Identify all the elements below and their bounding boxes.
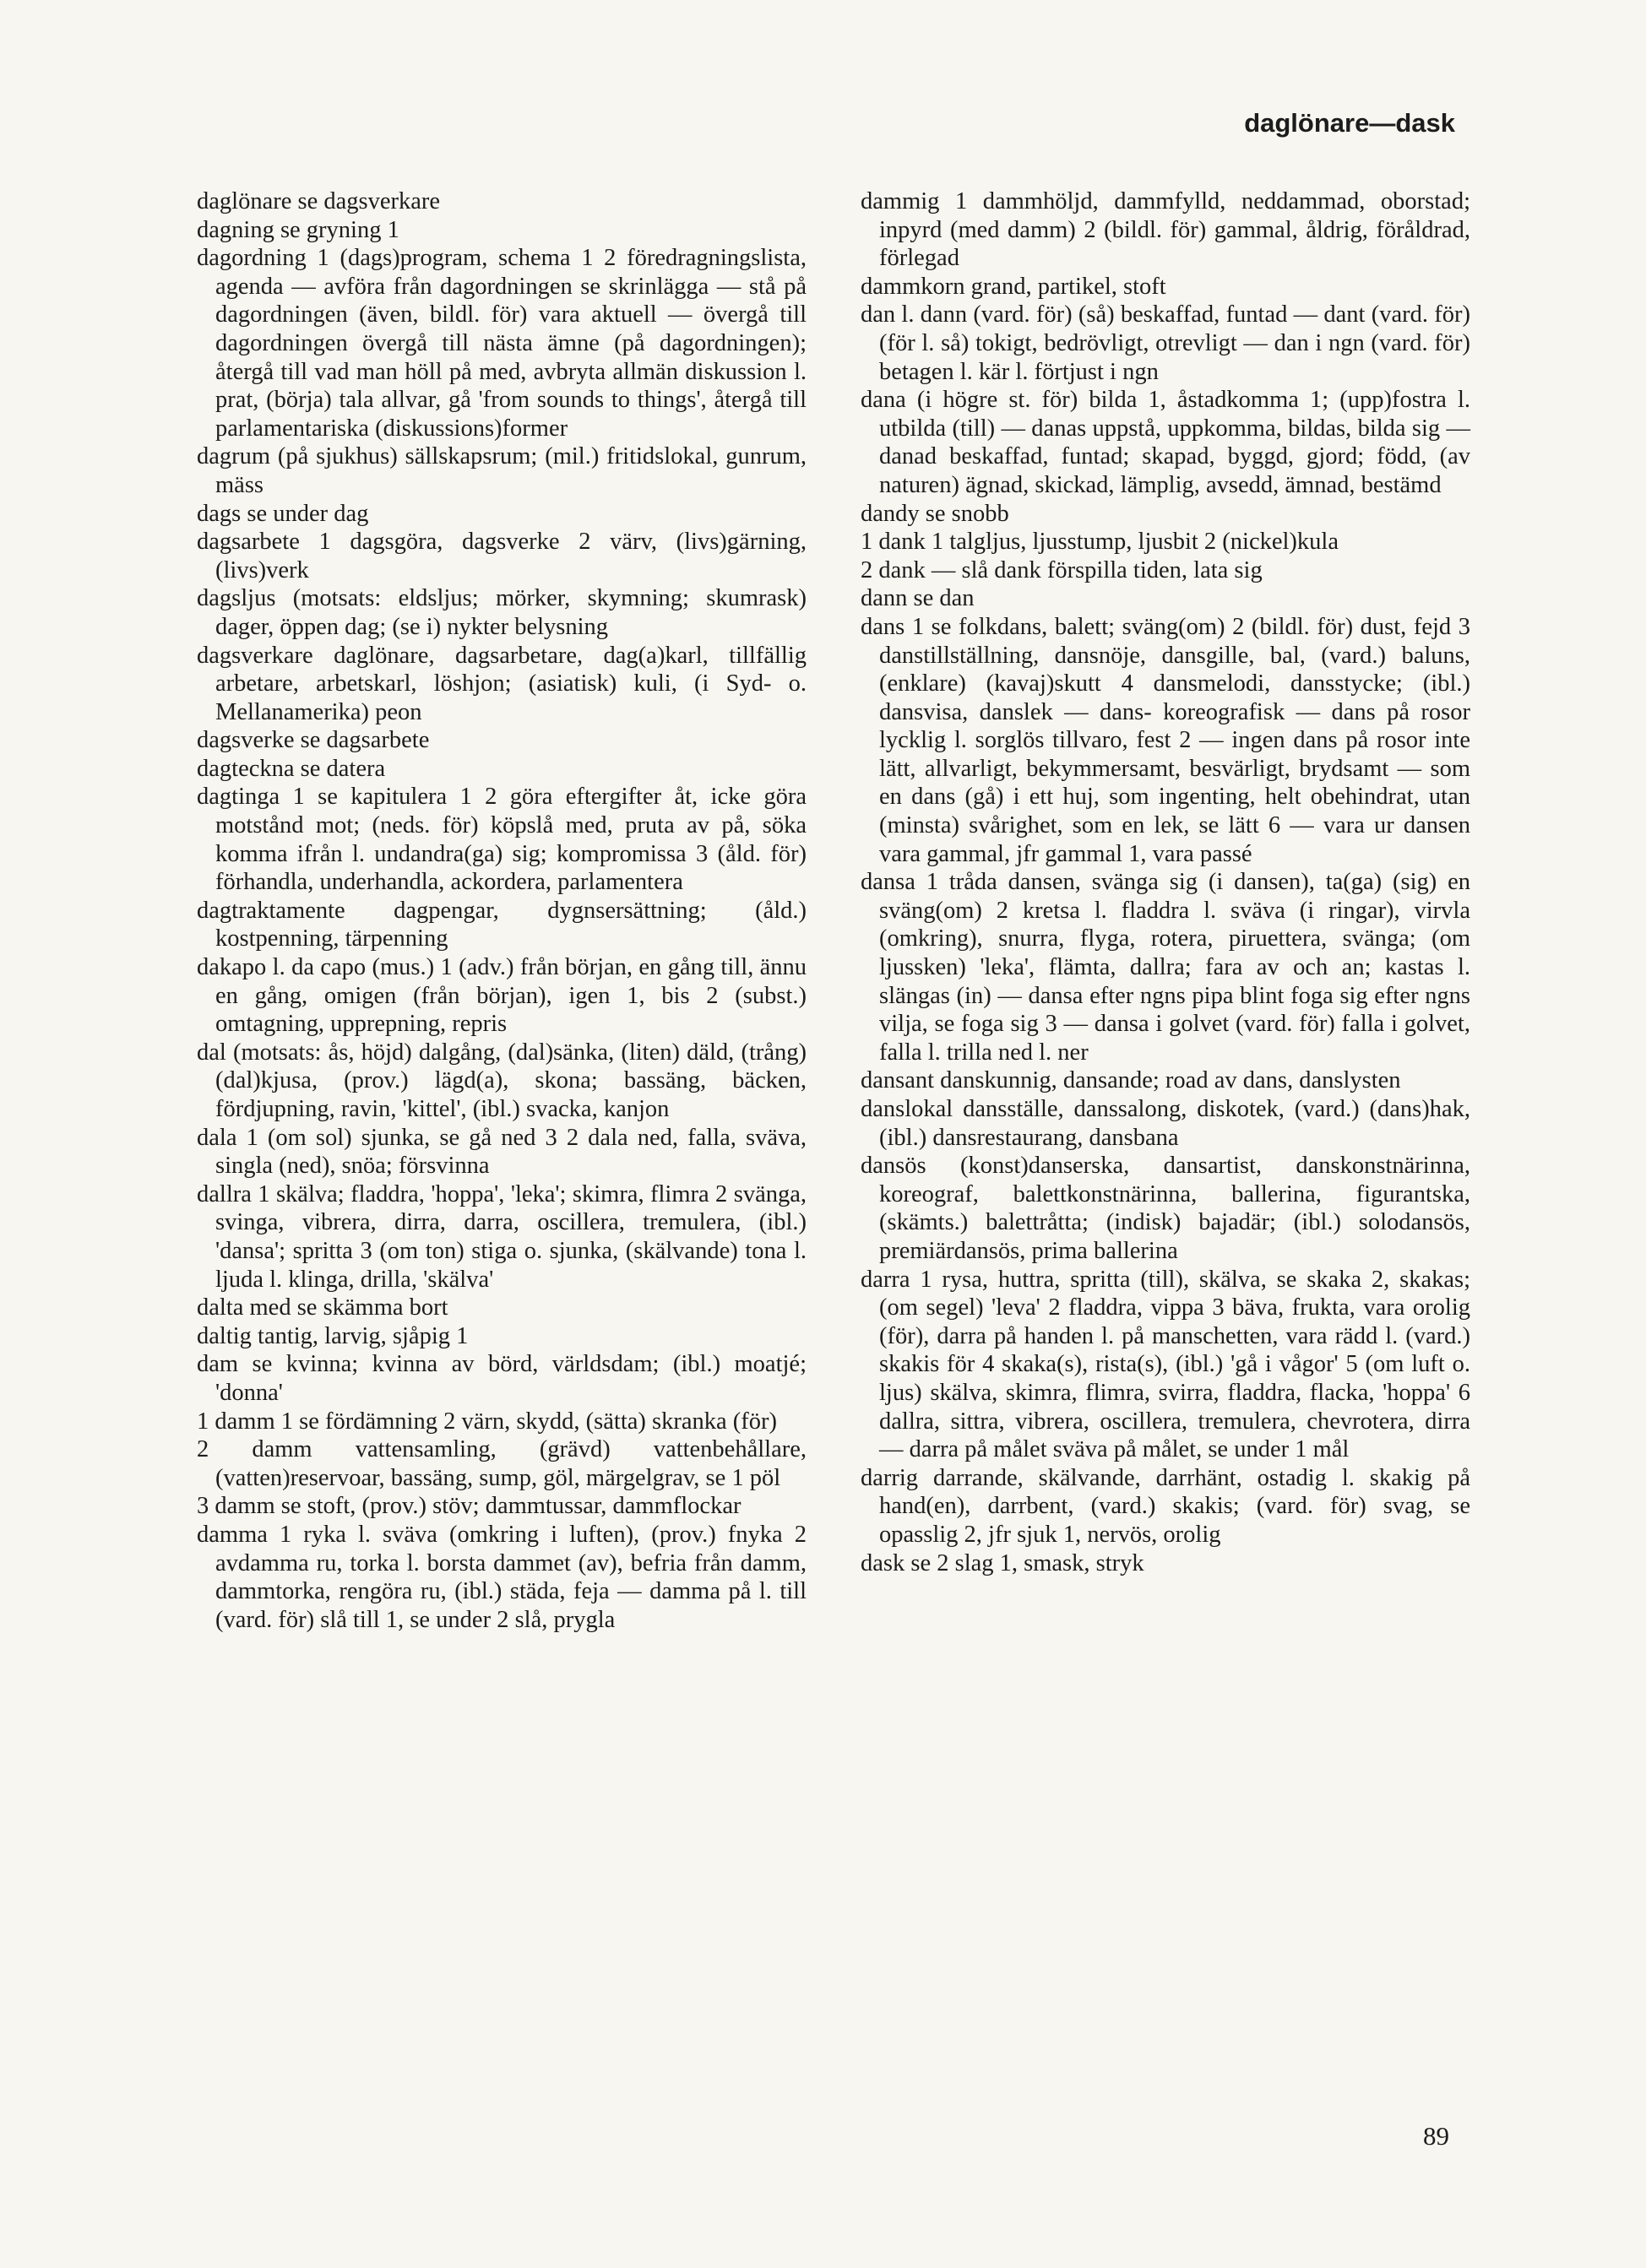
- entry: dagtinga 1 se kapitulera 1 2 göra eftergifter åt, icke göra motstånd mot; (neds. för) köpslå med, pruta av på, söka komma ifrån l. undandra(ga) sig; kompromissa 3 (åld. för) förhandla, underhandla, ackordera, parlamentera: [197, 784, 807, 896]
- entry: dam se kvinna; kvinna av börd, världsdam; (ibl.) moatjé; 'donna': [197, 1351, 807, 1406]
- entry: dalta med se skämma bort: [197, 1294, 448, 1321]
- entry: danslokal dansställe, danssalong, diskotek, (vard.) (dans)hak, (ibl.) dansrestaurang, dansbana: [861, 1096, 1470, 1151]
- entry: dansant danskunnig, dansande; road av dans, danslysten: [861, 1067, 1401, 1094]
- entry: 1 dank 1 talgljus, ljusstump, ljusbit 2 (nickel)kula: [861, 529, 1339, 556]
- entry: dagrum (på sjukhus) sällskapsrum; (mil.) fritidslokal, gunrum, mäss: [197, 443, 807, 498]
- entry: 1 damm 1 se fördämning 2 värn, skydd, (sätta) skranka (för): [197, 1408, 777, 1435]
- entry: dags se under dag: [197, 500, 369, 527]
- entry: dansös (konst)danserska, dansartist, danskonstnärinna, koreograf, balettkonstnärinna, ballerina, figurantska, (skämts.) balettråtta; (indisk) bajadär; (ibl.) solodansös, premiärdansös, prima ballerina: [861, 1153, 1470, 1264]
- entry: dammig 1 dammhöljd, dammfylld, neddammad, oborstad; inpyrd (med damm) 2 (bildl. för) gammal, åldrig, föråldrad, förlegad: [861, 188, 1470, 272]
- entry: dagsverkare daglönare, dagsarbetare, dag(a)karl, tillfällig arbetare, arbetskarl, löshjon; (asiatisk) kuli, (i Syd- o. Mellanamerika) peon: [197, 642, 807, 725]
- entry: dandy se snobb: [861, 500, 1009, 527]
- entry: dakapo l. da capo (mus.) 1 (adv.) från början, en gång till, ännu en gång, omigen (från början), igen 1, bis 2 (subst.) omtagning, upprepning, repris: [197, 954, 807, 1038]
- right-column: [861, 187, 1470, 1577]
- entry: damma 1 ryka l. sväva (omkring i luften), (prov.) fnyka 2 avdamma ru, torka l. borsta dammet (av), befria från damm, dammtorka, rengöra ru, (ibl.) städa, feja — damma på l. till (vard. för) slå till 1, se under 2 slå, prygla: [197, 1521, 807, 1633]
- entry: 2 dank — slå dank förspilla tiden, lata sig: [861, 556, 1263, 583]
- entry: darrig darrande, skälvande, darrhänt, ostadig l. skakig på hand(en), darrbent, (vard.) skakis; (vard. för) svag, se opasslig 2, jfr sjuk 1, nervös, orolig: [861, 1464, 1470, 1548]
- entry: dala 1 (om sol) sjunka, se gå ned 3 2 dala ned, falla, sväva, singla (ned), snöa; försvinna: [197, 1124, 807, 1180]
- entry: dagtraktamente dagpengar, dygnsersättning; (åld.) kostpenning, tärpenning: [197, 897, 807, 952]
- left-column: [197, 187, 807, 1634]
- entry: dagsarbete 1 dagsgöra, dagsverke 2 värv, (livs)gärning, (livs)verk: [197, 529, 807, 583]
- entry: dagteckna se datera: [197, 755, 386, 782]
- entry: dansa 1 tråda dansen, svänga sig (i dansen), ta(ga) (sig) en sväng(om) 2 kretsa l. fladdra l. sväva (i ringar), virvla (omkring), snurra, flyga, rotera, piruettera, svänga; (om ljussken) 'leka', flämta, dallra; fara av och an; kastas l. slängas (in) — dansa efter ngns pipa blint foga sig efter ngns vilja, se foga sig 3 — dansa i golvet (vard. för) falla i golvet, falla l. trilla ned l. ner: [861, 869, 1470, 1066]
- entry: dan l. dann (vard. för) (så) beskaffad, funtad — dant (vard. för) (för l. så) tokigt, bedrövligt, otrevligt — dan i ngn (vard. för) betagen l. kär l. förtjust i ngn: [861, 301, 1470, 385]
- entry: daltig tantig, larvig, sjåpig 1: [197, 1322, 469, 1349]
- entry: 2 damm vattensamling, (grävd) vattenbehållare, (vatten)reservoar, bassäng, sump, göl, märgelgrav, se 1 pöl: [197, 1436, 807, 1491]
- entry: dann se dan: [861, 585, 975, 612]
- entry: daglönare se dagsverkare: [197, 188, 441, 214]
- entry: 3 damm se stoft, (prov.) stöv; dammtussar, dammflockar: [197, 1493, 742, 1520]
- entry: dans 1 se folkdans, balett; sväng(om) 2 (bildl. för) dust, fejd 3 danstillställning, dansnöje, dansgille, bal, (vard.) baluns, (enklare) (kavaj)skutt 4 dansmelodi, dansstycke; (ibl.) dansvisa, danslek — dans- koreografisk — dans på rosor lycklig l. sorglös tillvaro, fest 2 — ingen dans på rosor inte lätt, allvarligt, bekymmersamt, besvärligt, brydsamt — som en dans (gå) i ett huj, som ingenting, helt obehindrat, utan (minsta) svårighet, som en lek, se lätt 6 — vara ur dansen vara gammal, jfr gammal 1, vara passé: [861, 613, 1470, 867]
- entry: dagsljus (motsats: eldsljus; mörker, skymning; skumrask) dager, öppen dag; (se i) nykter belysning: [197, 585, 807, 640]
- entry: dal (motsats: ås, höjd) dalgång, (dal)sänka, (liten) däld, (trång) (dal)kjusa, (prov.) lägd(a), skona; bassäng, bäcken, fördjupning, ravin, 'kittel', (ibl.) svacka, kanjon: [197, 1039, 807, 1122]
- entry: darra 1 rysa, huttra, spritta (till), skälva, se skaka 2, skakas; (om segel) 'leva' 2 fladdra, vippa 3 bäva, frukta, vara orolig (för), darra på handen l. på manschetten, vara rädd l. (vard.) skakis för 4 skaka(s), rista(s), (ibl.) 'gå i vågor' 5 (om luft o. ljus) skälva, skimra, flimra, svirra, fladdra, flacka, 'hoppa' 6 dallra, sittra, vibrera, oscillera, tremulera, chevrotera, dirra — darra på målet sväva på målet, se under 1 mål: [861, 1266, 1470, 1463]
- entry: dana (i högre st. för) bilda 1, åstadkomma 1; (upp)fostra l. utbilda (till) — danas uppstå, uppkomma, bildas, bilda sig — danad beskaffad, funtad; skapad, byggd, gjord; född, (av naturen) ägnad, skickad, lämplig, avsedd, ämnad, bestämd: [861, 387, 1470, 498]
- entry: dammkorn grand, partikel, stoft: [861, 273, 1166, 300]
- entry: dagning se gryning 1: [197, 216, 399, 243]
- running-head: daglönare—dask: [1244, 108, 1455, 138]
- entry: dagordning 1 (dags)program, schema 1 2 föredragningslista, agenda — avföra från dagordningen se skrinlägga — stå på dagordningen (även, bildl. för) vara aktuell — övergå till dagordningen övergå till nästa ämne (på dagordningen); återgå till vad man höll på med, avbryta allmän diskussion l. prat, (börja) tala allvar, gå 'from sounds to things', återgå till parlamentariska (diskussions)former: [197, 245, 807, 442]
- entry: dask se 2 slag 1, smask, stryk: [861, 1549, 1144, 1576]
- entry: dagsverke se dagsarbete: [197, 727, 430, 754]
- entry: dallra 1 skälva; fladdra, 'hoppa', 'leka'; skimra, flimra 2 svänga, svinga, vibrera, dirra, darra, oscillera, tremulera, (ibl.) 'dansa'; spritta 3 (om ton) stiga o. sjunka, (skälvande) tona l. ljuda l. klinga, drilla, 'skälva': [197, 1180, 807, 1293]
- page-number: 89: [1423, 2121, 1449, 2151]
